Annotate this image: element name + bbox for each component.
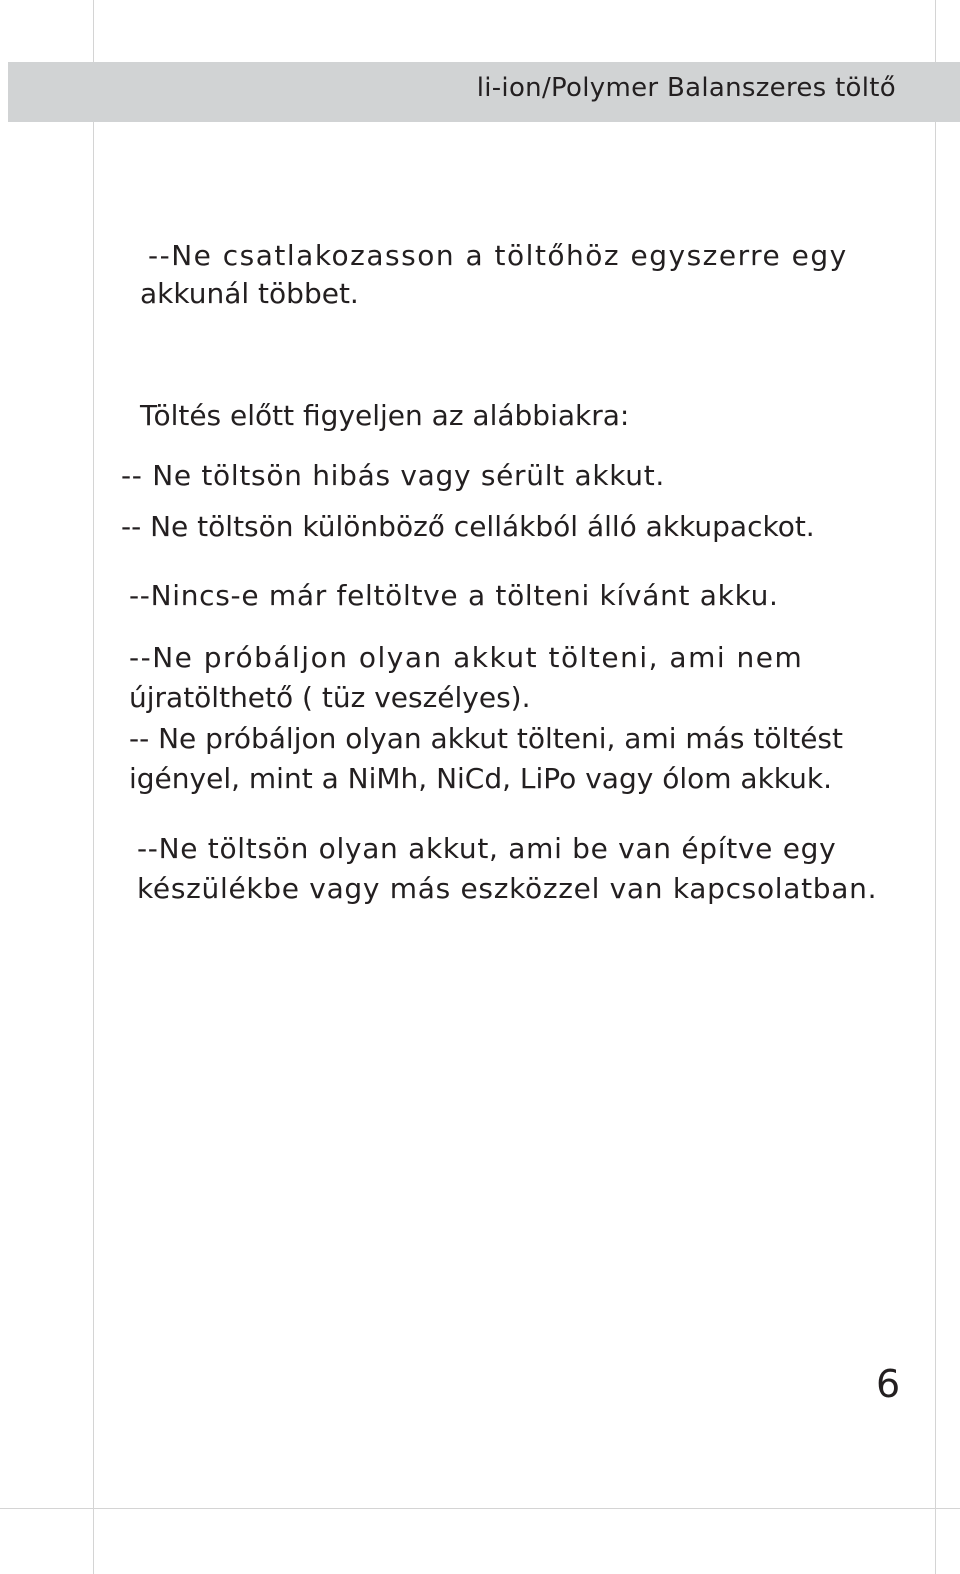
- warning-line-1: --Ne csatlakozasson a töltőhöz egyszerre egy: [148, 239, 848, 272]
- warning-line-1-cont: akkunál többet.: [140, 277, 359, 310]
- checklist-item-built-in: --Ne töltsön olyan akkut, ami be van építve egy: [137, 832, 837, 865]
- checklist-item-other-chemistry: -- Ne próbáljon olyan akkut tölteni, ami más töltést: [129, 722, 843, 755]
- checklist-item-built-in-cont: készülékbe vagy más eszközzel van kapcsolatban.: [137, 872, 878, 905]
- checklist-item-already-charged: --Nincs-e már feltöltve a tölteni kívánt akku.: [129, 579, 779, 612]
- page-number: 6: [876, 1362, 901, 1406]
- checklist-item-non-rechargeable: --Ne próbáljon olyan akkut tölteni, ami nem: [129, 641, 804, 674]
- margin-guide-bottom: [0, 1508, 960, 1509]
- checklist-item-mixed-cells: -- Ne töltsön különböző cellákból álló akkupackot.: [121, 510, 815, 543]
- page-header-title: li-ion/Polymer Balanszeres töltő: [476, 73, 896, 103]
- checklist-intro: Töltés előtt figyeljen az alábbiakra:: [140, 399, 630, 432]
- margin-guide-right: [935, 0, 936, 1574]
- checklist-item-damaged: -- Ne töltsön hibás vagy sérült akkut.: [121, 459, 666, 492]
- margin-guide-left: [93, 0, 94, 1574]
- checklist-item-non-rechargeable-cont: újratölthető ( tüz veszélyes).: [129, 681, 531, 714]
- checklist-item-other-chemistry-cont: igényel, mint a NiMh, NiCd, LiPo vagy ólom akkuk.: [129, 762, 832, 795]
